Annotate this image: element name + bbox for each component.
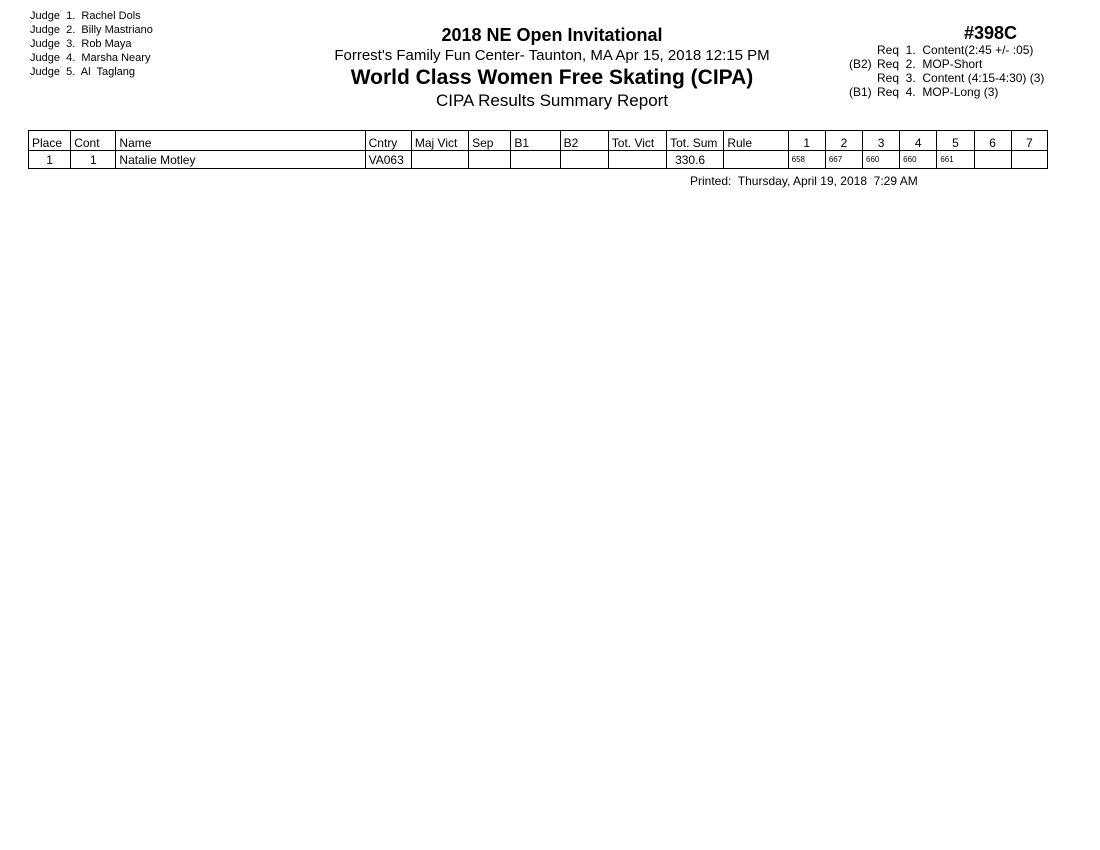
results-table xyxy=(28,130,1048,169)
column-header-b2: B2 xyxy=(560,131,608,151)
cell-judge-5: 661 xyxy=(937,151,974,169)
column-header-tot-vict: Tot. Vict xyxy=(608,131,666,151)
column-header-cont: Cont xyxy=(71,131,116,151)
column-header-judge-7: 7 xyxy=(1011,131,1047,151)
column-header-b1: B1 xyxy=(511,131,560,151)
requirements-list xyxy=(849,43,1044,99)
requirement-line xyxy=(849,43,1044,57)
requirement-prefix: (B1) xyxy=(849,85,872,99)
cell-judge-7 xyxy=(1011,151,1047,169)
cell-place: 1 xyxy=(29,151,71,169)
event-number: #398C xyxy=(964,23,1018,43)
judge-line: Judge 3. Rob Maya xyxy=(30,38,132,50)
column-header-name: Name xyxy=(116,131,365,151)
cell-judge-2: 667 xyxy=(825,151,862,169)
cell-b2 xyxy=(560,151,608,169)
requirement-line xyxy=(849,71,1044,85)
requirement-text: Req 2. MOP-Short xyxy=(877,57,983,71)
column-header-judge-3: 3 xyxy=(863,131,900,151)
venue-line: Forrest's Family Fun Center- Taunton, MA Apr 15, 2018 12:15 PM xyxy=(334,47,770,64)
column-header-judge-4: 4 xyxy=(900,131,937,151)
judge-line: Judge 2. Billy Mastriano xyxy=(30,24,153,36)
column-header-judge-1: 1 xyxy=(788,131,825,151)
judge-line: Judge 5. Al Taglang xyxy=(30,66,135,78)
printed-timestamp: Printed: Thursday, April 19, 2018 7:29 AM xyxy=(690,174,918,188)
requirement-text: Req 4. MOP-Long (3) xyxy=(877,85,999,99)
event-title: 2018 NE Open Invitational xyxy=(441,25,663,45)
cell-tot-sum: 330.6 xyxy=(667,151,724,169)
judge-line: Judge 4. Marsha Neary xyxy=(30,52,151,64)
requirement-text: Req 3. Content (4:15-4:30) (3) xyxy=(877,71,1045,85)
report-title: CIPA Results Summary Report xyxy=(435,91,669,110)
cell-judge-4: 660 xyxy=(900,151,937,169)
cell-cntry: VA063 xyxy=(365,151,411,169)
table-header-row xyxy=(29,131,1048,151)
cell-name: Natalie Motley xyxy=(116,151,365,169)
column-header-judge-2: 2 xyxy=(825,131,862,151)
cell-maj-vict xyxy=(411,151,468,169)
cell-judge-6 xyxy=(974,151,1011,169)
column-header-cntry: Cntry xyxy=(365,131,411,151)
requirement-line xyxy=(849,85,1044,99)
requirement-text: Req 1. Content(2:45 +/- :05) xyxy=(877,43,1034,57)
cell-tot-vict xyxy=(608,151,666,169)
judge-line: Judge 1. Rachel Dols xyxy=(30,10,141,22)
requirement-line xyxy=(849,57,1044,71)
requirement-prefix: (B2) xyxy=(849,57,872,71)
category-title: World Class Women Free Skating (CIPA) xyxy=(350,66,754,89)
column-header-tot-sum: Tot. Sum xyxy=(667,131,724,151)
column-header-maj-vict: Maj Vict xyxy=(411,131,468,151)
column-header-judge-6: 6 xyxy=(974,131,1011,151)
cell-b1 xyxy=(511,151,560,169)
column-header-judge-5: 5 xyxy=(937,131,974,151)
cell-judge-3: 660 xyxy=(863,151,900,169)
column-header-place: Place xyxy=(29,131,71,151)
cell-sep xyxy=(469,151,511,169)
table-row xyxy=(29,151,1048,169)
cell-judge-1: 658 xyxy=(788,151,825,169)
cell-cont: 1 xyxy=(71,151,116,169)
column-header-sep: Sep xyxy=(469,131,511,151)
cell-rule xyxy=(724,151,788,169)
column-header-rule: Rule xyxy=(724,131,788,151)
